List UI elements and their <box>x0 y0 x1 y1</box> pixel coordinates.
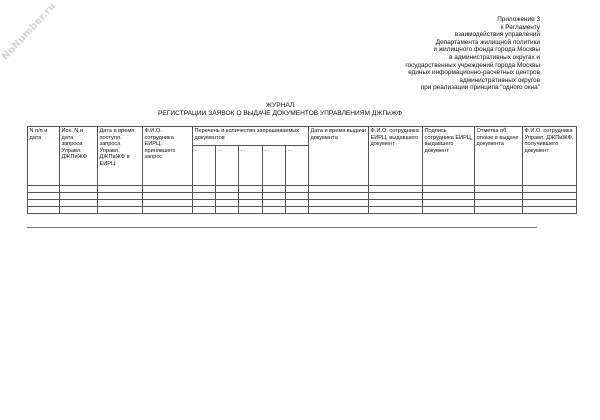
appendix-line: Приложение 3 <box>497 16 540 23</box>
watermark: NoNumber.ru <box>0 0 59 63</box>
appendix-line: и жилищного фонда города Москвы <box>433 46 540 54</box>
appendix-line: в административных округах и <box>449 53 540 61</box>
appendix-line: административных округов <box>459 76 540 84</box>
subcolumn-header: ... <box>263 146 286 186</box>
appendix-line: государственных учреждений города Москвы <box>405 61 540 69</box>
column-header: Дата и время выдачи документа <box>309 127 369 186</box>
column-header: Дата и время поступл. запроса Управл. ДЖПиЖФ в ЕИРЦ <box>98 127 143 186</box>
table-row <box>28 193 577 200</box>
journal-table <box>27 126 577 214</box>
column-header: N п/п и дата <box>28 127 60 186</box>
column-header: Ф.И.О. сотрудника ЕИРЦ, принявшего запрос <box>143 127 193 186</box>
journal-title <box>0 102 560 117</box>
table-row <box>28 200 577 207</box>
appendix-line: взаимодействия управлений <box>454 31 540 39</box>
subcolumn-header: ... <box>216 146 239 186</box>
footer-divider <box>27 227 537 228</box>
title-line-1: ЖУРНАЛ <box>265 102 295 109</box>
column-header: Подпись сотрудника ЕИРЦ, выдавшего документ <box>423 127 475 186</box>
table-row <box>28 207 577 214</box>
table-row <box>28 186 577 193</box>
column-header: Ф.И.О. сотрудника Управл. ДЖПиЖФ, получившего документ <box>523 127 577 186</box>
subcolumn-header: ... <box>193 146 216 186</box>
subcolumn-header: ... <box>239 146 263 186</box>
appendix-note <box>405 16 540 92</box>
column-header: Ф.И.О. сотрудника ЕИРЦ, выдавшего документ <box>369 127 423 186</box>
subcolumn-header: ... <box>286 146 309 186</box>
title-line-2: РЕГИСТРАЦИИ ЗАЯВОК О ВЫДАЧЕ ДОКУМЕНТОВ УПРАВЛЕНИЯМ ДЖПиЖФ <box>158 109 402 117</box>
column-header: Перечень и количество запрашиваемых документов <box>193 127 309 146</box>
appendix-line: единых информационно-расчетных центров <box>408 69 540 77</box>
column-header: Отметка об отказе в выдаче документа <box>475 127 523 186</box>
appendix-line: при реализации принципа "одного окна" <box>420 84 540 92</box>
appendix-line: к Регламенту <box>500 23 540 31</box>
appendix-line: Департамента жилищной политики <box>435 38 540 46</box>
column-header: Исх. N и дата запроса Управл. ДЖПиЖФ <box>60 127 98 186</box>
